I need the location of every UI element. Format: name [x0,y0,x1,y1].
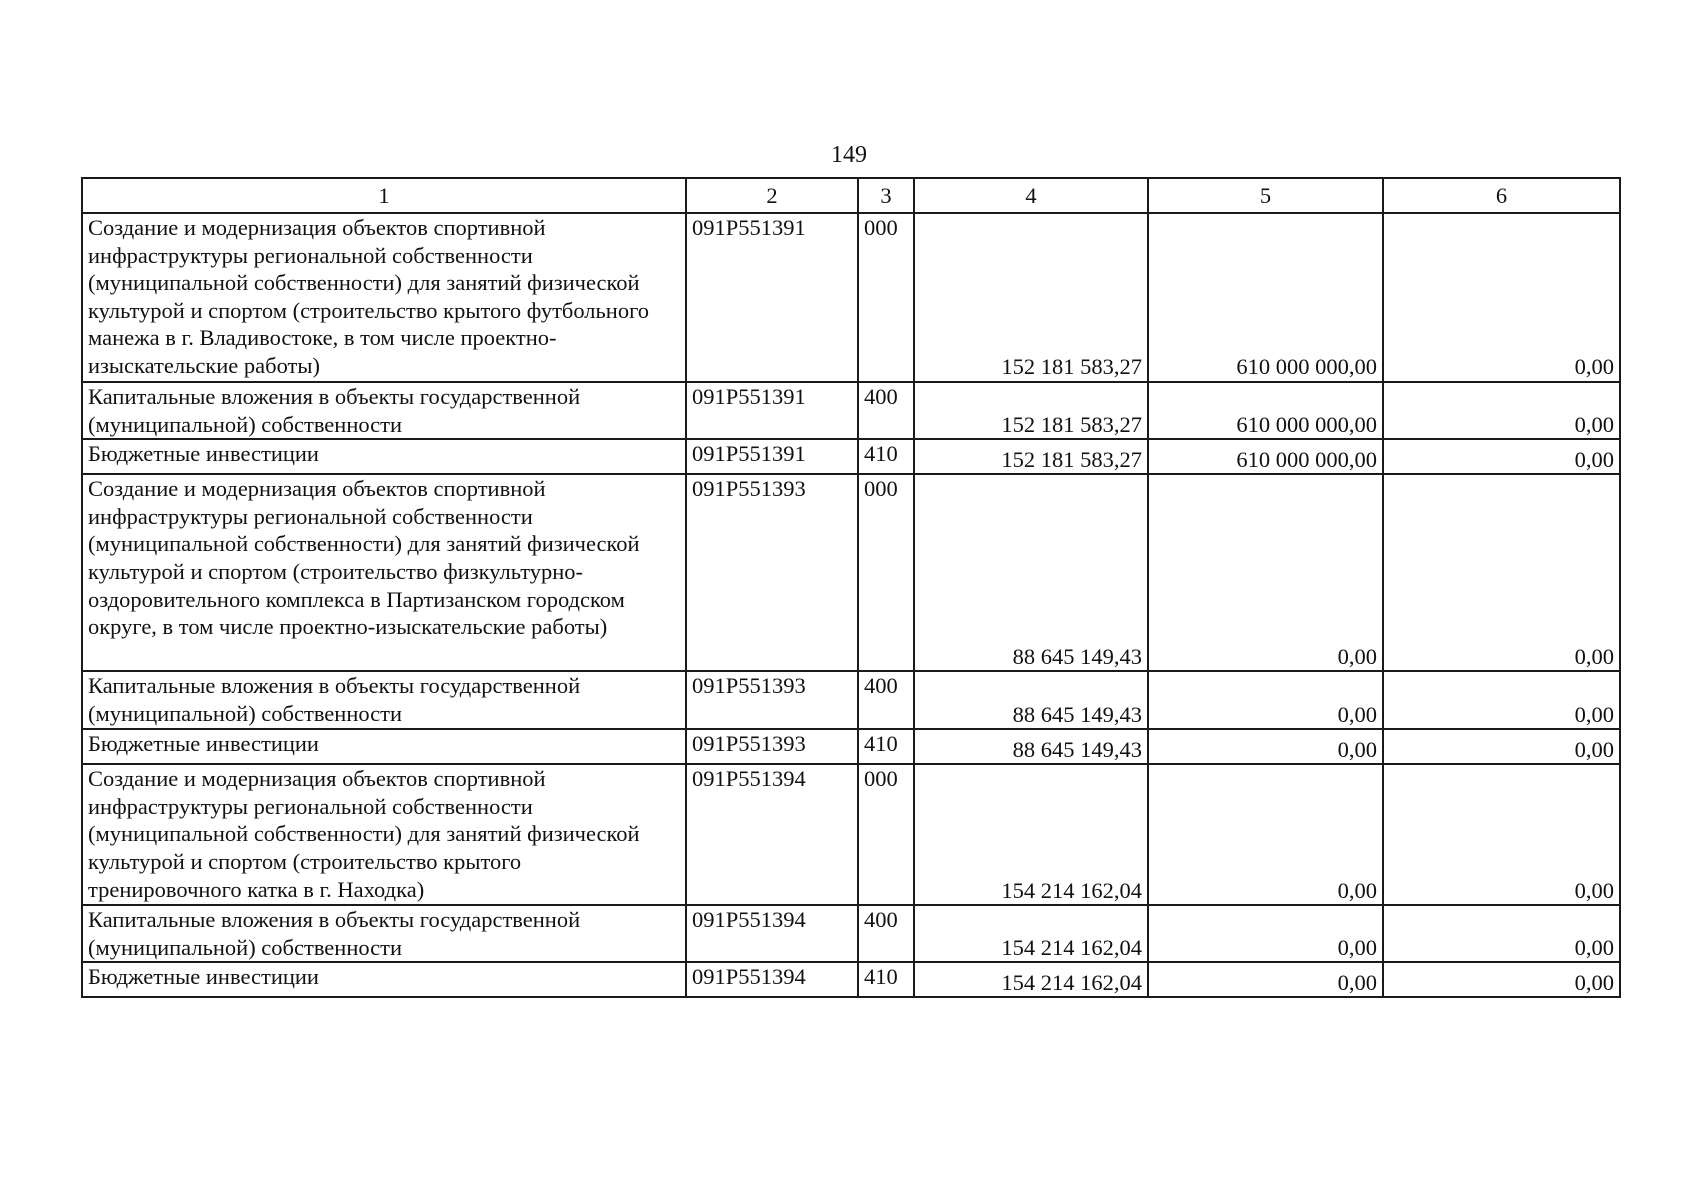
row-expense-type: 000 [858,764,914,905]
row-sum-col4: 88 645 149,43 [914,671,1148,729]
table-row [82,382,1620,439]
row-name: Капитальные вложения в объекты государственной (муниципальной) собственности [82,382,686,439]
table-row [82,962,1620,997]
row-name: Капитальные вложения в объекты государственной (муниципальной) собственности [82,905,686,962]
row-sum-col6: 0,00 [1383,962,1620,997]
table-row [82,764,1620,905]
row-sum-col6: 0,00 [1383,671,1620,729]
row-name: Бюджетные инвестиции [82,729,686,764]
header-row [82,178,1620,213]
column-header-3: 3 [858,178,914,213]
row-sum-col4: 154 214 162,04 [914,905,1148,962]
row-target-code: 091P551394 [686,764,858,905]
column-header-2: 2 [686,178,858,213]
row-expense-type: 000 [858,474,914,671]
column-header-5: 5 [1148,178,1383,213]
page-number: 149 [831,142,867,168]
row-expense-type: 400 [858,671,914,729]
row-sum-col4: 88 645 149,43 [914,474,1148,671]
row-sum-col5: 0,00 [1148,905,1383,962]
row-expense-type: 410 [858,962,914,997]
row-sum-col4: 154 214 162,04 [914,764,1148,905]
row-sum-col6: 0,00 [1383,729,1620,764]
row-sum-col5: 0,00 [1148,729,1383,764]
row-target-code: 091P551391 [686,213,858,382]
row-name: Создание и модернизация объектов спортивной инфраструктуры региональной собственности (муниципальной собственности) для занятий физической культурой и спортом (строительство физкультурно-оздоровительного комплекса в Партизанском городском округе, в том числе проектно-изыскательские работы) [82,474,686,671]
row-expense-type: 410 [858,729,914,764]
row-expense-type: 000 [858,213,914,382]
table-row [82,439,1620,474]
row-sum-col5: 0,00 [1148,764,1383,905]
row-sum-col6: 0,00 [1383,213,1620,382]
row-sum-col5: 0,00 [1148,474,1383,671]
row-expense-type: 410 [858,439,914,474]
row-sum-col5: 610 000 000,00 [1148,439,1383,474]
budget-table [81,177,1621,998]
table-row [82,905,1620,962]
row-name: Бюджетные инвестиции [82,439,686,474]
column-header-1: 1 [82,178,686,213]
row-name: Капитальные вложения в объекты государственной (муниципальной) собственности [82,671,686,729]
table-row [82,474,1620,671]
row-sum-col6: 0,00 [1383,474,1620,671]
row-sum-col6: 0,00 [1383,764,1620,905]
row-expense-type: 400 [858,905,914,962]
row-name: Создание и модернизация объектов спортивной инфраструктуры региональной собственности (муниципальной собственности) для занятий физической культурой и спортом (строительство крытого тренировочного катка в г. Находка) [82,764,686,905]
column-header-6: 6 [1383,178,1620,213]
row-sum-col5: 0,00 [1148,671,1383,729]
row-name: Бюджетные инвестиции [82,962,686,997]
row-sum-col5: 610 000 000,00 [1148,382,1383,439]
row-sum-col5: 0,00 [1148,962,1383,997]
row-sum-col5: 610 000 000,00 [1148,213,1383,382]
row-sum-col4: 152 181 583,27 [914,382,1148,439]
row-target-code: 091P551394 [686,905,858,962]
column-header-4: 4 [914,178,1148,213]
row-target-code: 091P551393 [686,474,858,671]
row-sum-col6: 0,00 [1383,439,1620,474]
row-name: Создание и модернизация объектов спортивной инфраструктуры региональной собственности (муниципальной собственности) для занятий физической культурой и спортом (строительство крытого футбольного манежа в г. Владивостоке, в том числе проектно-изыскательские работы) [82,213,686,382]
row-sum-col4: 154 214 162,04 [914,962,1148,997]
row-sum-col4: 88 645 149,43 [914,729,1148,764]
row-sum-col4: 152 181 583,27 [914,213,1148,382]
row-target-code: 091P551394 [686,962,858,997]
table-row [82,729,1620,764]
row-sum-col4: 152 181 583,27 [914,439,1148,474]
row-target-code: 091P551393 [686,729,858,764]
row-expense-type: 400 [858,382,914,439]
row-target-code: 091P551393 [686,671,858,729]
table-row [82,671,1620,729]
row-sum-col6: 0,00 [1383,382,1620,439]
row-target-code: 091P551391 [686,382,858,439]
table-row [82,213,1620,382]
row-target-code: 091P551391 [686,439,858,474]
row-sum-col6: 0,00 [1383,905,1620,962]
